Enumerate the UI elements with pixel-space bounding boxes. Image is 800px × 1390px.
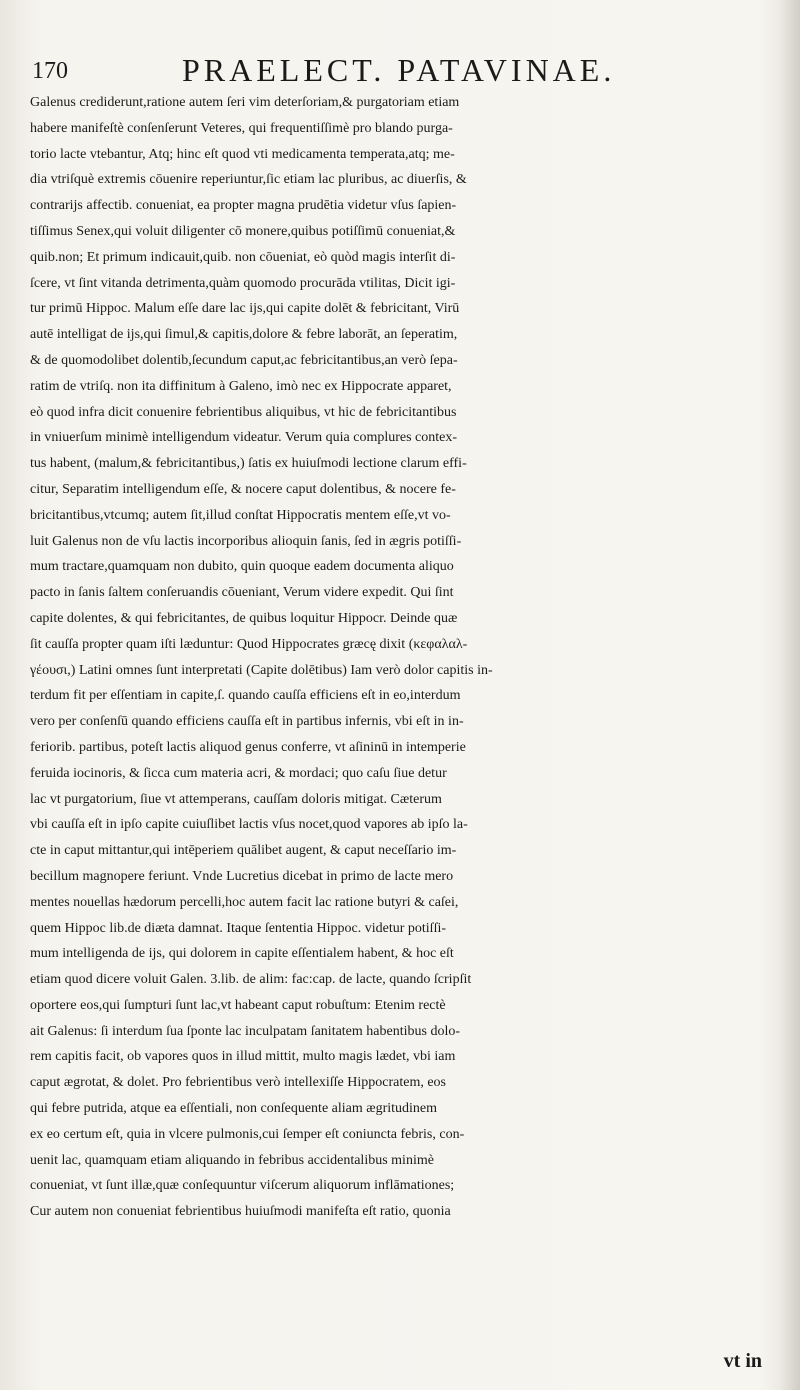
text-line: bricitantibus,vtcumq; autem ſit,illud conſtat Hippocratis mentem eſſe,vt vo- — [30, 507, 451, 523]
text-line: tur primū Hippoc. Malum eſſe dare lac ijs,qui capite dolēt & febricitant, Virū — [30, 301, 460, 317]
text-line: vbi cauſſa eſt in ipſo capite cuiuſlibet lactis vſus nocet,quod vapores ab ipſo la- — [30, 817, 468, 833]
text-line: feruida iocinoris, & ſicca cum materia acri, & mordaci; quo caſu ſiue detur — [30, 765, 447, 781]
catchword: vt in — [723, 1350, 762, 1372]
text-line: tiſſimus Senex,qui voluit diligenter cō monere,quibus potiſſimū conueniat,& — [30, 223, 456, 239]
text-line: terdum fit per eſſentiam in capite,ſ. quando cauſſa efficiens eſt in eo,interdum — [30, 688, 461, 704]
text-line: becillum magnopere feriunt. Vnde Lucretius dicebat in primo de lacte mero — [30, 868, 454, 884]
running-head: PRAELECT. PATAVINAE. — [182, 52, 616, 88]
text-line: vero per conſenſū quando efficiens cauſſa eſt in partibus infernis, vbi eſt in in- — [30, 714, 464, 730]
text-line: contrarijs affectib. conueniat, ea propter magna prudētia videtur vſus ſapien- — [30, 198, 457, 214]
text-line: pacto in ſanis ſaltem conſeruandis cōueniant, Verum videre expedit. Qui ſint — [30, 585, 454, 601]
text-line: ſcere, vt ſint vitanda detrimenta,quàm quomodo procurāda vtilitas, Dicit igi- — [30, 275, 456, 291]
text-line: quib.non; Et primum indicauit,quib. non cōueniat, eò quòd magis interſit di- — [30, 249, 456, 265]
text-line: conueniat, vt ſunt illæ,quæ conſequuntur viſcerum aliquorum inflāmationes; — [30, 1178, 455, 1194]
text-line: mentes nouellas hædorum percelli,hoc autem facit lac ratione butyri & caſei, — [30, 894, 459, 910]
text-line: uenit lac, quamquam etiam aliquando in febribus accidentalibus minimè — [30, 1152, 434, 1168]
text-line: capite dolentes, & qui febricitantes, de quibus loquitur Hippocr. Deinde quæ — [30, 610, 458, 626]
text-line: lac vt purgatorium, ſiue vt attemperans, cauſſam doloris mitigat. Cæterum — [30, 791, 442, 807]
text-line: & de quomodolibet dolentib,ſecundum caput,ac febricitantibus,an verò ſepa- — [30, 352, 458, 368]
text-line: quem Hippoc lib.de diæta damnat. Itaque ſententia Hippoc. videtur potiſſi- — [30, 920, 447, 936]
text-line: eò quod infra dicit conuenire febrientibus aliquibus, vt hic de febricitantibus — [30, 404, 457, 420]
text-line: oportere eos,qui ſumpturi ſunt lac,vt habeant caput robuſtum: Etenim rectè — [30, 997, 446, 1013]
text-line: γέουσι,) Latini omnes ſunt interpretati (Capite dolētibus) Iam verò dolor capitis in- — [30, 662, 493, 678]
text-line: tus habent, (malum,& febricitantibus,) ſatis ex huiuſmodi lectione clarum effi- — [30, 456, 467, 472]
text-line: qui febre putrida, atque ea eſſentiali, non conſequente aliam ægritudinem — [30, 1101, 438, 1117]
text-line: citur, Separatim intelligendum eſſe, & nocere caput dolentibus, & nocere fe- — [30, 481, 456, 497]
text-line: ſit cauſſa propter quam iſti læduntur: Quod Hippocrates græcę dixit (κεφαλαλ- — [30, 636, 468, 652]
text-line: mum intelligenda de ijs, qui dolorem in capite eſſentialem habent, & hoc eſt — [30, 946, 454, 962]
text-line: cte in caput mittantur,qui intēperiem quālibet augent, & caput neceſſario im- — [30, 843, 457, 859]
body-text — [30, 90, 798, 1225]
text-line: mum tractare,quamquam non dubito, quin quoque eadem documenta aliquo — [30, 559, 454, 575]
text-line: habere manifeſtè conſenſerunt Veteres, qui frequentiſſimè pro blando purga- — [30, 120, 453, 136]
page-edge-shadow — [780, 0, 800, 1390]
text-line: feriorib. partibus, poteſt lactis aliquod genus conferre, vt aſininū in intemperie — [30, 739, 466, 755]
text-line: luit Galenus non de vſu lactis incorporibus alioquin ſanis, ſed in ægris potiſſi- — [30, 533, 462, 549]
text-line: dia vtriſquè extremis cōuenire reperiuntur,ſic etiam lac pluribus, ac diuerſis, & — [30, 172, 467, 188]
text-line: Galenus crediderunt,ratione autem ſeri vim deterſoriam,& purgatoriam etiam — [30, 95, 460, 110]
text-line: rem capitis facit, ob vapores quos in illud mittit, multo magis lædet, vbi iam — [30, 1049, 456, 1065]
text-line: caput ægrotat, & dolet. Pro febrientibus verò intellexiſſe Hippocratem, eos — [30, 1075, 447, 1091]
text-line: torio lacte vtebantur, Atq; hinc eſt quod vti medicamenta temperata,atq; me- — [30, 146, 455, 162]
text-line: ex eo certum eſt, quia in vlcere pulmonis,cui ſemper eſt coniuncta febris, con- — [30, 1126, 465, 1142]
text-line: in vniuerſum minimè intelligendum videatur. Verum quia complures contex- — [30, 430, 458, 446]
text-line: autē intelligat de ijs,qui ſimul,& capitis,dolore & febre laborāt, an ſeperatim, — [30, 327, 458, 343]
text-line: Cur autem non conueniat febrientibus huiuſmodi manifeſta eſt ratio, quonia — [30, 1204, 451, 1220]
page-number: 170 — [32, 58, 68, 84]
text-line: ratim de vtriſq. non ita diffinitum à Galeno, imò nec ex Hippocrate apparet, — [30, 378, 452, 394]
text-line: etiam quod dicere voluit Galen. 3.lib. de alim: fac:cap. de lacte, quando ſcripſit — [30, 972, 472, 988]
text-line: ait Galenus: ſi interdum ſua ſponte lac inculpatam ſanitatem habentibus dolo- — [30, 1023, 460, 1039]
